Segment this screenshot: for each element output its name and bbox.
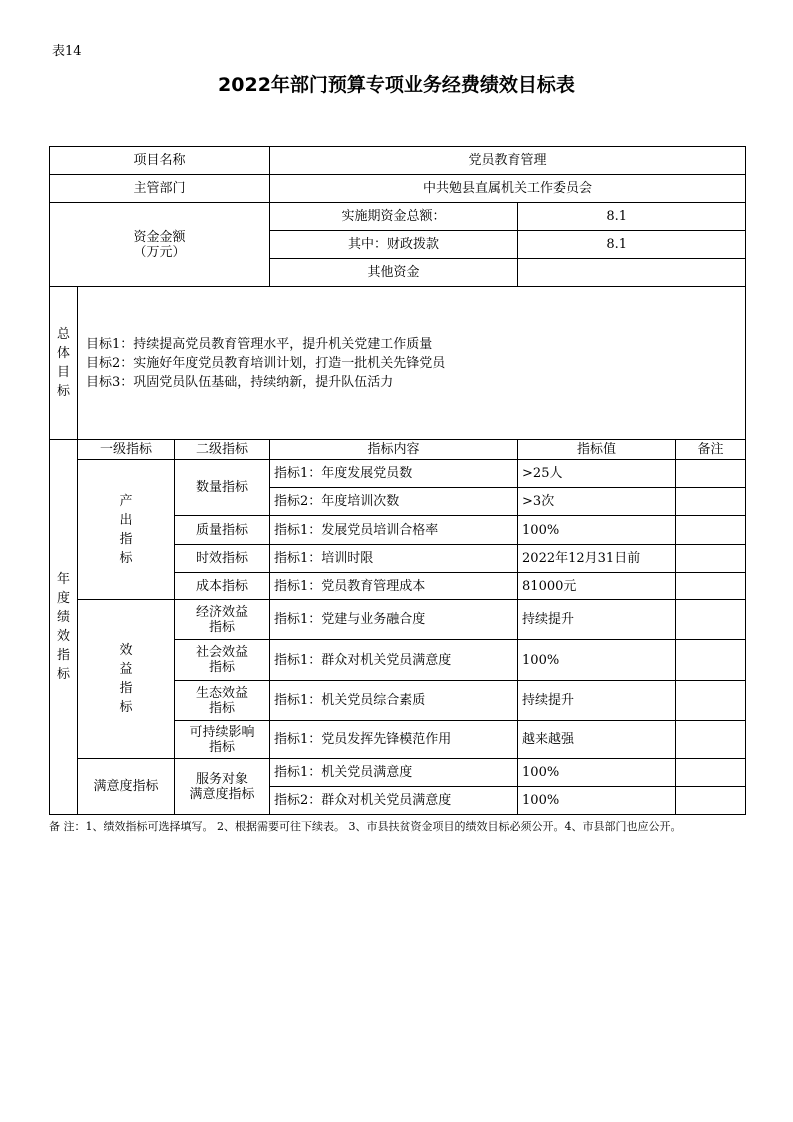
eco-value: 持续提升: [518, 681, 676, 721]
dept-label: 主管部门: [50, 175, 270, 203]
quality-value: 100%: [518, 516, 676, 545]
goal-3: 目标3：巩固党员队伍基础，持续纳新，提升队伍活力: [86, 374, 394, 390]
header-level2: 二级指标: [175, 440, 270, 460]
output-indicator-label: 产 出 指 标: [78, 460, 175, 600]
economic-line1: 经济效益: [196, 604, 249, 620]
sustain-line1: 可持续影响: [189, 724, 255, 740]
performance-goal-table: [49, 146, 746, 815]
s1-content: 指标1：机关党员满意度: [270, 759, 518, 787]
note-cell: [676, 516, 746, 545]
eco-content: 指标1：机关党员综合素质: [270, 681, 518, 721]
header-note: 备注: [676, 440, 746, 460]
note-cell: [676, 460, 746, 488]
annual-indicator-label: 年 度 绩 效 指 标: [50, 440, 78, 815]
table-row: [50, 440, 746, 460]
table-row: [50, 460, 746, 488]
quantity-indicator: 数量指标: [175, 460, 270, 516]
q1-value: >25人: [518, 460, 676, 488]
social-value: 100%: [518, 640, 676, 681]
funds-label-line1: 资金金额: [133, 229, 186, 245]
total-funds-label: 实施期资金总额：: [270, 203, 518, 231]
footnote: 备 注：1、绩效指标可选择填写。 2、根据需要可往下续表。 3、市县扶贫资金项目的绩效目标必须公开。4、市县部门也应公开。: [49, 820, 682, 833]
header-value: 指标值: [518, 440, 676, 460]
s2-value: 100%: [518, 787, 676, 815]
project-name-value: 党员教育管理: [270, 147, 746, 175]
time-content: 指标1：培训时限: [270, 545, 518, 573]
service-line2: 满意度指标: [189, 786, 255, 802]
social-line2: 指标: [209, 660, 236, 675]
cost-content: 指标1：党员教育管理成本: [270, 573, 518, 600]
benefit-indicator-label: 效 益 指 标: [78, 600, 175, 759]
eco-line1: 生态效益: [196, 685, 249, 701]
social-line1: 社会效益: [196, 645, 249, 660]
social-content: 指标1：群众对机关党员满意度: [270, 640, 518, 681]
service-line1: 服务对象: [196, 771, 249, 787]
note-cell: [676, 640, 746, 681]
sustain-value: 越来越强: [518, 721, 676, 759]
sustain-indicator: [175, 721, 270, 759]
funds-label: [50, 203, 270, 287]
note-cell: [676, 573, 746, 600]
note-cell: [676, 681, 746, 721]
s1-value: 100%: [518, 759, 676, 787]
note-cell: [676, 721, 746, 759]
q1-content: 指标1：年度发展党员数: [270, 460, 518, 488]
service-satisfaction-indicator: [175, 759, 270, 815]
table-row: [50, 147, 746, 175]
economic-content: 指标1：党建与业务融合度: [270, 600, 518, 640]
project-name-label: 项目名称: [50, 147, 270, 175]
note-cell: [676, 488, 746, 516]
goal-1: 目标1：持续提高党员教育管理水平，提升机关党建工作质量: [86, 336, 433, 352]
cost-value: 81000元: [518, 573, 676, 600]
note-cell: [676, 787, 746, 815]
table-row: [50, 175, 746, 203]
quality-indicator: 质量指标: [175, 516, 270, 545]
other-funds-label: 其他资金: [270, 259, 518, 287]
timeliness-indicator: 时效指标: [175, 545, 270, 573]
q2-value: >3次: [518, 488, 676, 516]
note-cell: [676, 545, 746, 573]
eco-line2: 指标: [209, 700, 236, 716]
other-funds-value: [518, 259, 746, 287]
document-title: 2022年部门预算专项业务经费绩效目标表: [218, 74, 575, 96]
sustain-content: 指标1：党员发挥先锋模范作用: [270, 721, 518, 759]
cost-indicator: 成本指标: [175, 573, 270, 600]
funds-label-line2: （万元）: [133, 244, 186, 260]
satisfaction-indicator-label: 满意度指标: [78, 759, 175, 815]
sustain-line2: 指标: [209, 739, 236, 755]
quality-content: 指标1：发展党员培训合格率: [270, 516, 518, 545]
total-funds-value: 8.1: [518, 203, 746, 231]
fiscal-funds-label: 其中：财政拨款: [270, 231, 518, 259]
time-value: 2022年12月31日前: [518, 545, 676, 573]
eco-indicator: [175, 681, 270, 721]
overall-goals: [78, 287, 746, 440]
economic-value: 持续提升: [518, 600, 676, 640]
header-level1: 一级指标: [78, 440, 175, 460]
economic-line2: 指标: [209, 619, 236, 635]
q2-content: 指标2：年度培训次数: [270, 488, 518, 516]
note-cell: [676, 759, 746, 787]
table-row: [50, 600, 746, 640]
s2-content: 指标2：群众对机关党员满意度: [270, 787, 518, 815]
social-indicator: [175, 640, 270, 681]
table-number: 表14: [52, 44, 82, 59]
goal-2: 目标2：实施好年度党员教育培训计划，打造一批机关先锋党员: [86, 355, 446, 371]
table-row: [50, 287, 746, 440]
dept-value: 中共勉县直属机关工作委员会: [270, 175, 746, 203]
table-row: [50, 203, 746, 231]
header-content: 指标内容: [270, 440, 518, 460]
note-cell: [676, 600, 746, 640]
overall-goal-label: 总 体 目 标: [50, 287, 78, 440]
table-row: [50, 759, 746, 787]
fiscal-funds-value: 8.1: [518, 231, 746, 259]
economic-indicator: [175, 600, 270, 640]
